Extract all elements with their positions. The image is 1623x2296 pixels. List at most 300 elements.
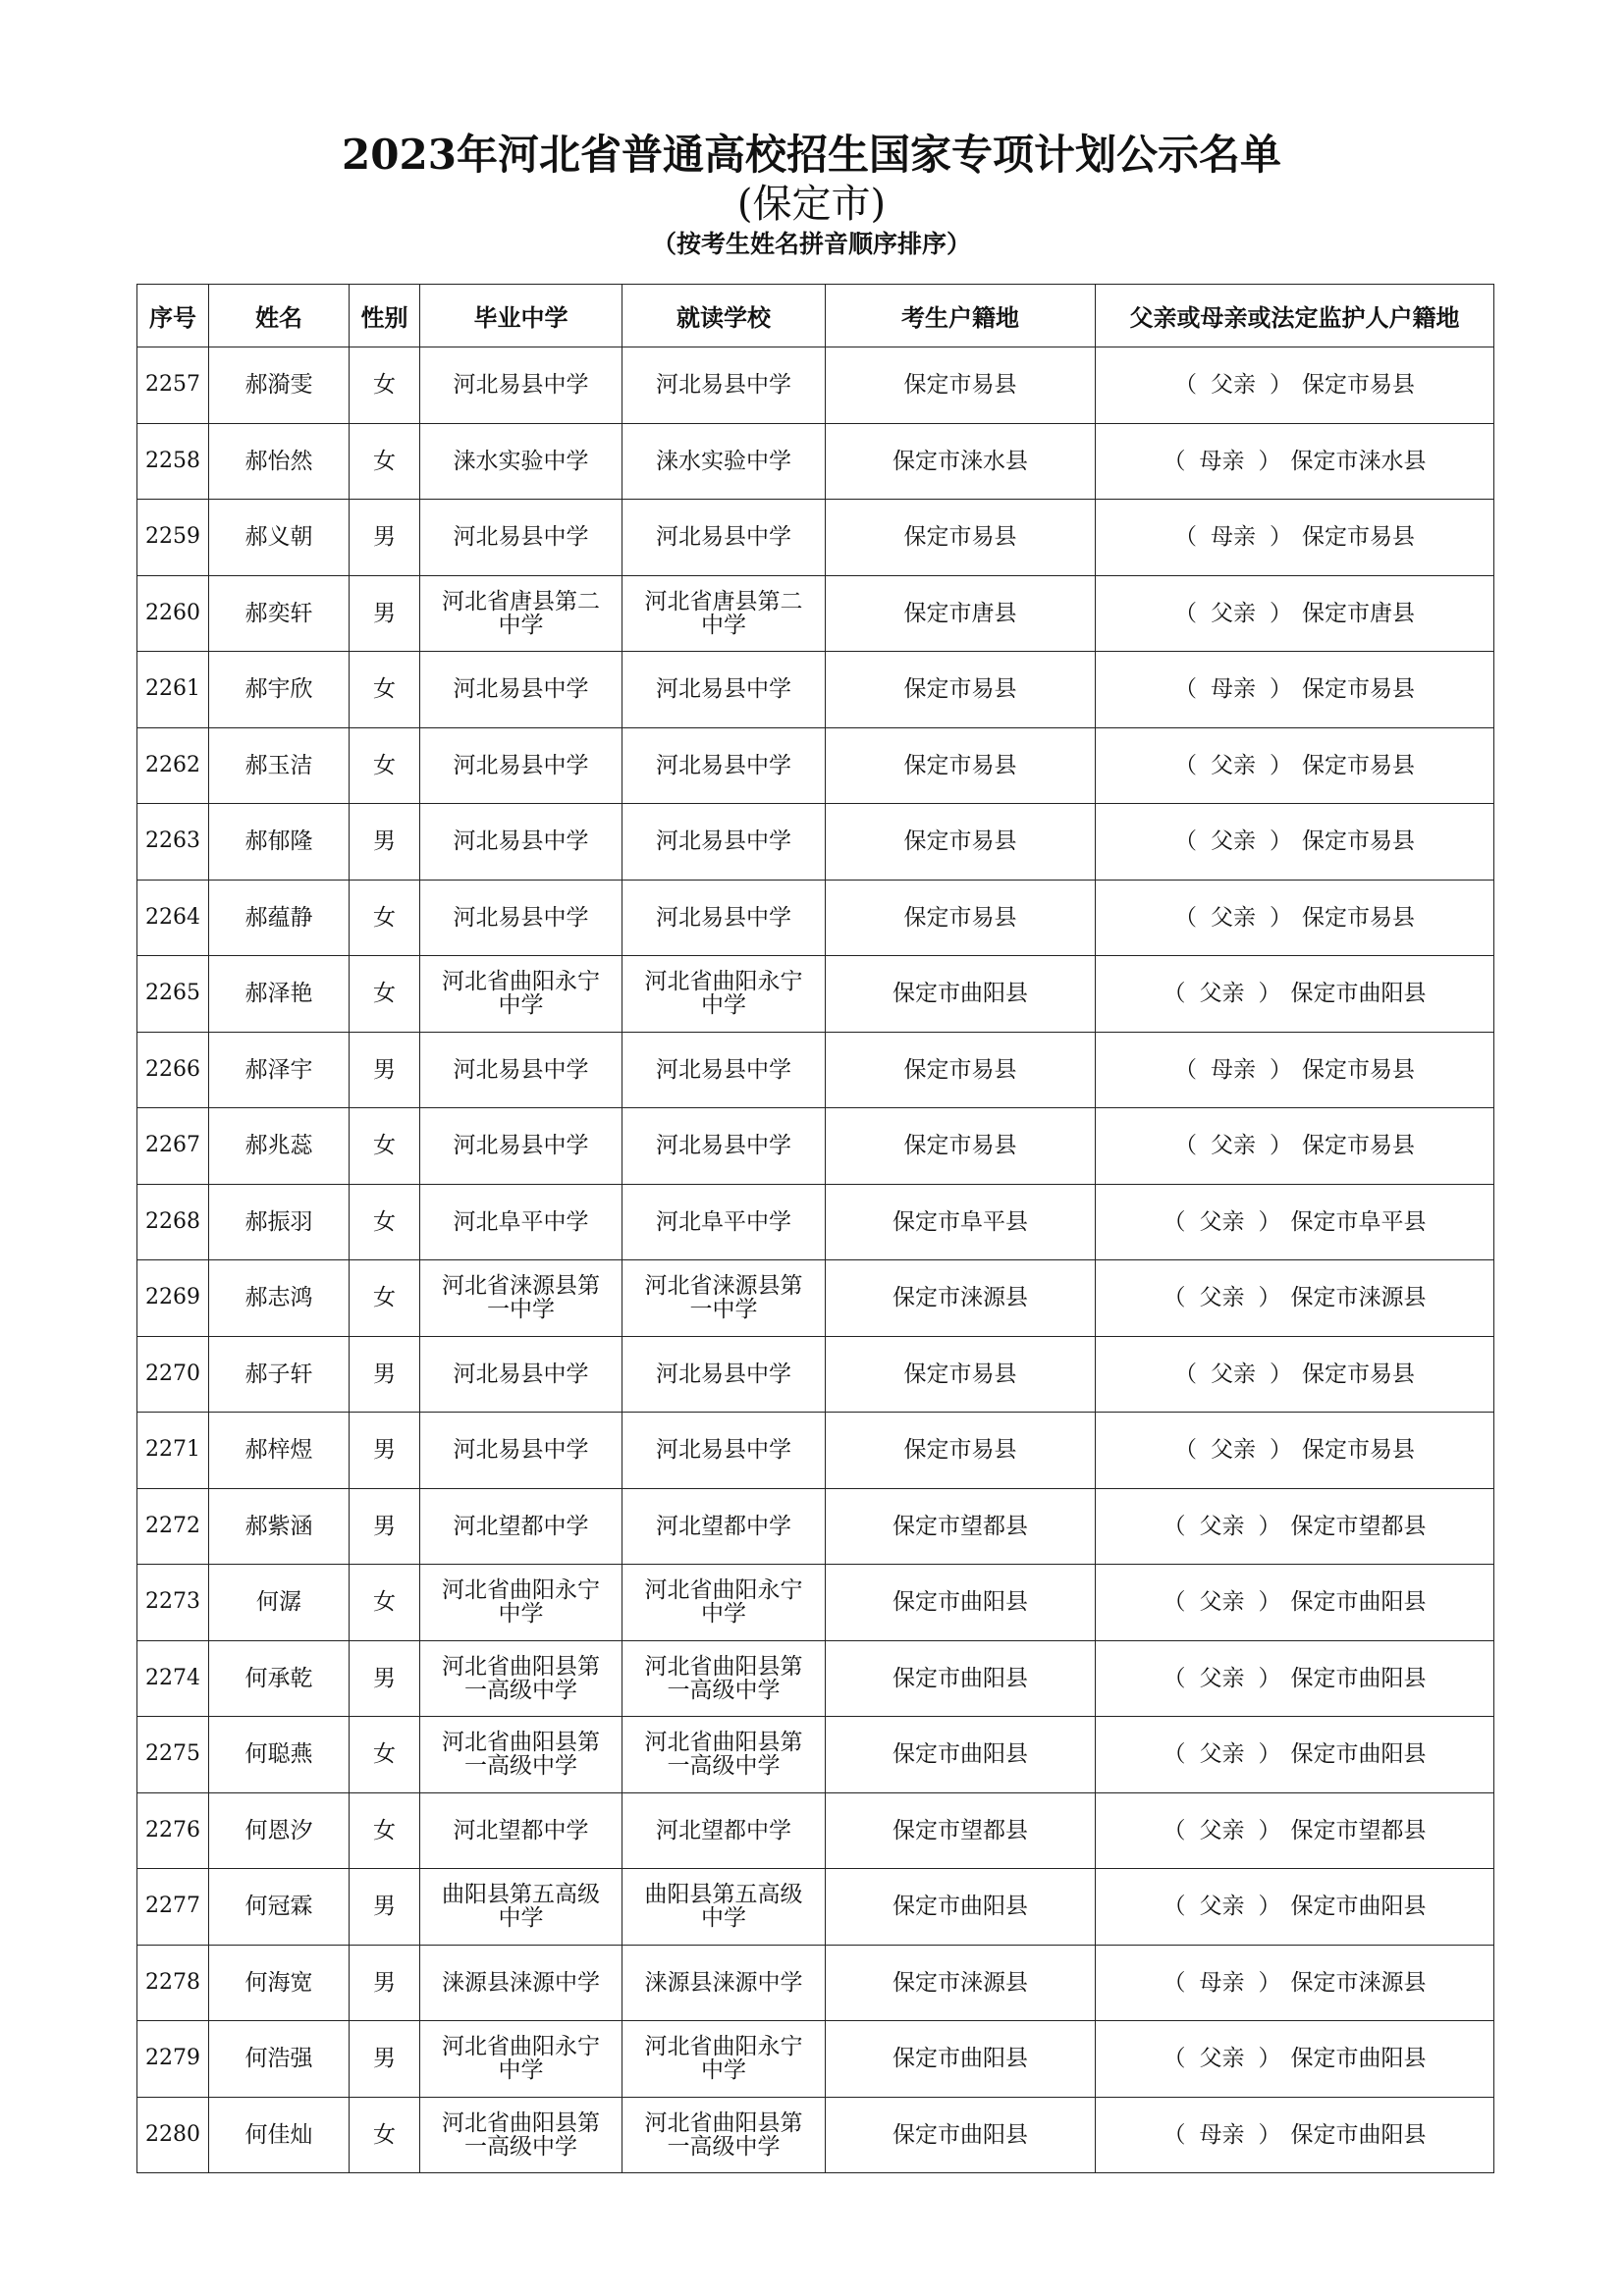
parent-relation: 父亲 bbox=[1199, 1285, 1245, 1311]
parent-relation: 父亲 bbox=[1199, 981, 1245, 1007]
cell-name: 郝梓煜 bbox=[209, 1413, 350, 1489]
parent-relation: 父亲 bbox=[1199, 1741, 1245, 1768]
cell-hukou: 保定市曲阳县 bbox=[826, 1869, 1096, 1946]
cell-parent-hukou bbox=[1096, 727, 1494, 804]
cell-name: 何冠霖 bbox=[209, 1869, 350, 1946]
cell-name: 郝郁隆 bbox=[209, 804, 350, 881]
cell-parent-hukou bbox=[1096, 1869, 1494, 1946]
parent-relation-open-paren: （ bbox=[1174, 1361, 1197, 1387]
cell-name: 何潺 bbox=[209, 1565, 350, 1641]
parent-relation-open-paren: （ bbox=[1174, 524, 1197, 551]
table-row bbox=[137, 423, 1494, 500]
cell-seq: 2266 bbox=[137, 1032, 209, 1108]
cell-hukou: 保定市易县 bbox=[826, 804, 1096, 881]
cell-grad-school: 涞源县涞源中学 bbox=[420, 1945, 622, 2021]
cell-parent-hukou bbox=[1096, 880, 1494, 956]
parent-hukou: 保定市易县 bbox=[1302, 372, 1415, 399]
cell-name: 何恩汐 bbox=[209, 1792, 350, 1869]
parent-relation: 父亲 bbox=[1211, 1437, 1256, 1464]
parent-relation-close-paren: ） bbox=[1258, 1589, 1281, 1616]
parent-hukou: 保定市涞水县 bbox=[1290, 448, 1427, 474]
cell-gender: 男 bbox=[350, 804, 420, 881]
parent-relation-close-paren: ） bbox=[1270, 1361, 1292, 1387]
table-row bbox=[137, 652, 1494, 728]
cell-parent-hukou bbox=[1096, 2021, 1494, 2098]
cell-seq: 2262 bbox=[137, 727, 209, 804]
cell-name: 何海宽 bbox=[209, 1945, 350, 2021]
cell-current-school: 河北省曲阳县第一高级中学 bbox=[622, 1717, 826, 1793]
cell-hukou: 保定市曲阳县 bbox=[826, 1640, 1096, 1717]
cell-hukou: 保定市阜平县 bbox=[826, 1184, 1096, 1260]
parent-relation-open-paren: （ bbox=[1174, 1056, 1197, 1083]
parent-relation: 父亲 bbox=[1211, 752, 1256, 778]
parent-relation-open-paren: （ bbox=[1163, 1208, 1186, 1235]
parent-relation-close-paren: ） bbox=[1270, 524, 1292, 551]
parent-hukou: 保定市望都县 bbox=[1290, 1817, 1427, 1843]
parent-hukou: 保定市涞源县 bbox=[1290, 1285, 1427, 1311]
page-title: 2023年河北省普通高校招生国家专项计划公示名单 bbox=[342, 131, 1281, 179]
cell-grad-school: 河北省曲阳县第一高级中学 bbox=[420, 2097, 622, 2173]
cell-seq: 2268 bbox=[137, 1184, 209, 1260]
cell-seq: 2258 bbox=[137, 423, 209, 500]
parent-relation-open-paren: （ bbox=[1163, 1665, 1186, 1691]
table-row bbox=[137, 1413, 1494, 1489]
cell-grad-school: 河北省涞源县第一中学 bbox=[420, 1260, 622, 1337]
cell-gender: 女 bbox=[350, 347, 420, 424]
column-header-name: 姓名 bbox=[209, 285, 350, 347]
cell-current-school: 河北省曲阳永宁中学 bbox=[622, 956, 826, 1033]
cell-seq: 2263 bbox=[137, 804, 209, 881]
cell-name: 郝泽宇 bbox=[209, 1032, 350, 1108]
parent-relation: 父亲 bbox=[1211, 600, 1256, 626]
cell-hukou: 保定市曲阳县 bbox=[826, 2097, 1096, 2173]
parent-relation-close-paren: ） bbox=[1258, 2121, 1281, 2148]
cell-parent-hukou bbox=[1096, 1032, 1494, 1108]
cell-gender: 男 bbox=[350, 575, 420, 652]
column-header-gender: 性别 bbox=[350, 285, 420, 347]
cell-grad-school: 河北易县中学 bbox=[420, 347, 622, 424]
column-header-parent-hukou: 父亲或母亲或法定监护人户籍地 bbox=[1096, 285, 1494, 347]
parent-hukou: 保定市唐县 bbox=[1302, 600, 1415, 626]
parent-relation-close-paren: ） bbox=[1270, 828, 1292, 855]
cell-gender: 女 bbox=[350, 727, 420, 804]
parent-relation: 母亲 bbox=[1211, 676, 1256, 703]
parent-relation: 父亲 bbox=[1211, 828, 1256, 855]
cell-grad-school: 河北易县中学 bbox=[420, 1108, 622, 1185]
cell-parent-hukou bbox=[1096, 1565, 1494, 1641]
parent-relation: 父亲 bbox=[1199, 1513, 1245, 1539]
parent-relation: 父亲 bbox=[1199, 1208, 1245, 1235]
cell-parent-hukou bbox=[1096, 1640, 1494, 1717]
cell-name: 何浩强 bbox=[209, 2021, 350, 2098]
cell-current-school: 河北省唐县第二中学 bbox=[622, 575, 826, 652]
cell-gender: 男 bbox=[350, 1869, 420, 1946]
cell-current-school: 河北易县中学 bbox=[622, 1336, 826, 1413]
parent-hukou: 保定市曲阳县 bbox=[1290, 2121, 1427, 2148]
cell-hukou: 保定市涞源县 bbox=[826, 1260, 1096, 1337]
cell-current-school: 河北省曲阳永宁中学 bbox=[622, 1565, 826, 1641]
parent-relation: 父亲 bbox=[1211, 1133, 1256, 1159]
table-row bbox=[137, 1260, 1494, 1337]
cell-seq: 2260 bbox=[137, 575, 209, 652]
cell-grad-school: 河北易县中学 bbox=[420, 1032, 622, 1108]
parent-relation-close-paren: ） bbox=[1270, 1133, 1292, 1159]
parent-relation-close-paren: ） bbox=[1258, 1817, 1281, 1843]
cell-current-school: 河北省曲阳县第一高级中学 bbox=[622, 1640, 826, 1717]
cell-current-school: 河北易县中学 bbox=[622, 652, 826, 728]
parent-relation-close-paren: ） bbox=[1270, 1056, 1292, 1083]
parent-hukou: 保定市涞源县 bbox=[1290, 1969, 1427, 1996]
parent-relation-close-paren: ） bbox=[1270, 676, 1292, 703]
cell-hukou: 保定市唐县 bbox=[826, 575, 1096, 652]
cell-current-school: 河北易县中学 bbox=[622, 500, 826, 576]
table-row bbox=[137, 1565, 1494, 1641]
cell-name: 郝兆蕊 bbox=[209, 1108, 350, 1185]
page-subtitle: (保定市) bbox=[736, 182, 887, 227]
parent-relation-open-paren: （ bbox=[1174, 372, 1197, 399]
cell-gender: 女 bbox=[350, 1792, 420, 1869]
parent-hukou: 保定市曲阳县 bbox=[1290, 1741, 1427, 1768]
cell-parent-hukou bbox=[1096, 1717, 1494, 1793]
cell-current-school: 河北省涞源县第一中学 bbox=[622, 1260, 826, 1337]
cell-gender: 女 bbox=[350, 956, 420, 1033]
cell-grad-school: 河北望都中学 bbox=[420, 1792, 622, 1869]
cell-current-school: 河北望都中学 bbox=[622, 1488, 826, 1565]
table-row bbox=[137, 2097, 1494, 2173]
table-row bbox=[137, 2021, 1494, 2098]
cell-grad-school: 河北阜平中学 bbox=[420, 1184, 622, 1260]
parent-relation: 父亲 bbox=[1199, 2046, 1245, 2072]
parent-relation-close-paren: ） bbox=[1258, 1285, 1281, 1311]
cell-current-school: 河北易县中学 bbox=[622, 880, 826, 956]
parent-relation-close-paren: ） bbox=[1258, 1741, 1281, 1768]
table-body bbox=[137, 347, 1494, 2173]
table-row bbox=[137, 347, 1494, 424]
cell-hukou: 保定市易县 bbox=[826, 1336, 1096, 1413]
cell-parent-hukou bbox=[1096, 1792, 1494, 1869]
cell-parent-hukou bbox=[1096, 423, 1494, 500]
parent-relation-open-paren: （ bbox=[1174, 828, 1197, 855]
table-row bbox=[137, 1108, 1494, 1185]
cell-name: 郝志鸿 bbox=[209, 1260, 350, 1337]
parent-relation-close-paren: ） bbox=[1258, 448, 1281, 474]
parent-relation: 母亲 bbox=[1199, 1969, 1245, 1996]
parent-hukou: 保定市曲阳县 bbox=[1290, 981, 1427, 1007]
cell-current-school: 河北易县中学 bbox=[622, 1108, 826, 1185]
cell-hukou: 保定市易县 bbox=[826, 1032, 1096, 1108]
cell-hukou: 保定市易县 bbox=[826, 727, 1096, 804]
table-row bbox=[137, 804, 1494, 881]
parent-relation-open-paren: （ bbox=[1163, 1285, 1186, 1311]
cell-gender: 女 bbox=[350, 880, 420, 956]
table-row bbox=[137, 1640, 1494, 1717]
cell-parent-hukou bbox=[1096, 956, 1494, 1033]
cell-seq: 2276 bbox=[137, 1792, 209, 1869]
parent-relation-open-paren: （ bbox=[1163, 1589, 1186, 1616]
table-row bbox=[137, 1717, 1494, 1793]
cell-name: 郝子轩 bbox=[209, 1336, 350, 1413]
cell-name: 郝泽艳 bbox=[209, 956, 350, 1033]
cell-seq: 2275 bbox=[137, 1717, 209, 1793]
cell-parent-hukou bbox=[1096, 2097, 1494, 2173]
cell-name: 郝怡然 bbox=[209, 423, 350, 500]
parent-relation: 母亲 bbox=[1199, 448, 1245, 474]
parent-relation: 父亲 bbox=[1211, 904, 1256, 931]
parent-hukou: 保定市易县 bbox=[1302, 904, 1415, 931]
parent-hukou: 保定市易县 bbox=[1302, 1056, 1415, 1083]
cell-gender: 男 bbox=[350, 2021, 420, 2098]
cell-current-school: 河北易县中学 bbox=[622, 347, 826, 424]
cell-parent-hukou bbox=[1096, 347, 1494, 424]
cell-parent-hukou bbox=[1096, 1184, 1494, 1260]
cell-current-school: 涞源县涞源中学 bbox=[622, 1945, 826, 2021]
cell-hukou: 保定市曲阳县 bbox=[826, 956, 1096, 1033]
cell-current-school: 河北望都中学 bbox=[622, 1792, 826, 1869]
parent-hukou: 保定市望都县 bbox=[1290, 1513, 1427, 1539]
parent-hukou: 保定市曲阳县 bbox=[1290, 1894, 1427, 1920]
parent-relation-open-paren: （ bbox=[1174, 676, 1197, 703]
parent-relation: 父亲 bbox=[1199, 1894, 1245, 1920]
cell-hukou: 保定市曲阳县 bbox=[826, 2021, 1096, 2098]
cell-seq: 2265 bbox=[137, 956, 209, 1033]
cell-seq: 2278 bbox=[137, 1945, 209, 2021]
parent-relation-open-paren: （ bbox=[1174, 1437, 1197, 1464]
parent-relation: 父亲 bbox=[1199, 1665, 1245, 1691]
cell-current-school: 河北易县中学 bbox=[622, 1413, 826, 1489]
cell-gender: 男 bbox=[350, 1336, 420, 1413]
cell-hukou: 保定市涞水县 bbox=[826, 423, 1096, 500]
cell-hukou: 保定市望都县 bbox=[826, 1488, 1096, 1565]
cell-parent-hukou bbox=[1096, 1260, 1494, 1337]
parent-relation-open-paren: （ bbox=[1174, 752, 1197, 778]
column-header-grad-school: 毕业中学 bbox=[420, 285, 622, 347]
cell-gender: 女 bbox=[350, 1717, 420, 1793]
cell-name: 郝紫涵 bbox=[209, 1488, 350, 1565]
roster-table bbox=[136, 284, 1494, 2173]
parent-hukou: 保定市曲阳县 bbox=[1290, 1589, 1427, 1616]
cell-grad-school: 河北望都中学 bbox=[420, 1488, 622, 1565]
cell-grad-school: 河北省唐县第二中学 bbox=[420, 575, 622, 652]
cell-current-school: 河北易县中学 bbox=[622, 1032, 826, 1108]
parent-relation-open-paren: （ bbox=[1163, 1741, 1186, 1768]
parent-hukou: 保定市易县 bbox=[1302, 1437, 1415, 1464]
parent-hukou: 保定市易县 bbox=[1302, 752, 1415, 778]
table-row bbox=[137, 575, 1494, 652]
cell-parent-hukou bbox=[1096, 1336, 1494, 1413]
cell-hukou: 保定市曲阳县 bbox=[826, 1565, 1096, 1641]
cell-seq: 2273 bbox=[137, 1565, 209, 1641]
parent-relation: 母亲 bbox=[1211, 1056, 1256, 1083]
cell-grad-school: 河北易县中学 bbox=[420, 1336, 622, 1413]
parent-hukou: 保定市易县 bbox=[1302, 676, 1415, 703]
parent-relation-open-paren: （ bbox=[1174, 600, 1197, 626]
table-row bbox=[137, 1488, 1494, 1565]
parent-relation-open-paren: （ bbox=[1163, 2046, 1186, 2072]
parent-hukou: 保定市曲阳县 bbox=[1290, 1665, 1427, 1691]
parent-relation-close-paren: ） bbox=[1258, 981, 1281, 1007]
cell-name: 郝义朝 bbox=[209, 500, 350, 576]
table-row bbox=[137, 1792, 1494, 1869]
cell-name: 何聪燕 bbox=[209, 1717, 350, 1793]
parent-relation-close-paren: ） bbox=[1270, 600, 1292, 626]
parent-relation-open-paren: （ bbox=[1163, 1894, 1186, 1920]
parent-hukou: 保定市易县 bbox=[1302, 1361, 1415, 1387]
cell-grad-school: 河北易县中学 bbox=[420, 804, 622, 881]
cell-grad-school: 河北省曲阳永宁中学 bbox=[420, 2021, 622, 2098]
cell-grad-school: 河北省曲阳永宁中学 bbox=[420, 1565, 622, 1641]
cell-name: 何佳灿 bbox=[209, 2097, 350, 2173]
parent-hukou: 保定市易县 bbox=[1302, 828, 1415, 855]
cell-current-school: 曲阳县第五高级中学 bbox=[622, 1869, 826, 1946]
parent-relation-open-paren: （ bbox=[1174, 1133, 1197, 1159]
cell-gender: 女 bbox=[350, 423, 420, 500]
table-row bbox=[137, 956, 1494, 1033]
cell-grad-school: 涞水实验中学 bbox=[420, 423, 622, 500]
cell-current-school: 涞水实验中学 bbox=[622, 423, 826, 500]
parent-relation: 父亲 bbox=[1211, 1361, 1256, 1387]
parent-relation: 父亲 bbox=[1199, 1817, 1245, 1843]
table-header-row bbox=[137, 285, 1494, 347]
cell-seq: 2259 bbox=[137, 500, 209, 576]
cell-hukou: 保定市易县 bbox=[826, 880, 1096, 956]
cell-gender: 女 bbox=[350, 652, 420, 728]
parent-relation-close-paren: ） bbox=[1270, 904, 1292, 931]
parent-hukou: 保定市易县 bbox=[1302, 1133, 1415, 1159]
cell-parent-hukou bbox=[1096, 575, 1494, 652]
table-row bbox=[137, 880, 1494, 956]
parent-relation-close-paren: ） bbox=[1258, 1208, 1281, 1235]
cell-gender: 女 bbox=[350, 1108, 420, 1185]
cell-hukou: 保定市易县 bbox=[826, 1413, 1096, 1489]
cell-name: 何承乾 bbox=[209, 1640, 350, 1717]
parent-relation-close-paren: ） bbox=[1270, 372, 1292, 399]
cell-seq: 2272 bbox=[137, 1488, 209, 1565]
cell-hukou: 保定市曲阳县 bbox=[826, 1717, 1096, 1793]
cell-grad-school: 河北省曲阳县第一高级中学 bbox=[420, 1717, 622, 1793]
parent-relation-open-paren: （ bbox=[1163, 981, 1186, 1007]
cell-gender: 女 bbox=[350, 2097, 420, 2173]
cell-name: 郝奕轩 bbox=[209, 575, 350, 652]
cell-current-school: 河北阜平中学 bbox=[622, 1184, 826, 1260]
cell-grad-school: 河北易县中学 bbox=[420, 652, 622, 728]
parent-relation-close-paren: ） bbox=[1270, 1437, 1292, 1464]
cell-hukou: 保定市易县 bbox=[826, 500, 1096, 576]
cell-seq: 2279 bbox=[137, 2021, 209, 2098]
cell-parent-hukou bbox=[1096, 804, 1494, 881]
parent-relation-close-paren: ） bbox=[1258, 1894, 1281, 1920]
parent-relation: 父亲 bbox=[1199, 1589, 1245, 1616]
table-row bbox=[137, 500, 1494, 576]
column-header-hukou: 考生户籍地 bbox=[826, 285, 1096, 347]
cell-seq: 2277 bbox=[137, 1869, 209, 1946]
parent-relation: 母亲 bbox=[1199, 2121, 1245, 2148]
parent-relation-open-paren: （ bbox=[1174, 904, 1197, 931]
cell-name: 郝玉洁 bbox=[209, 727, 350, 804]
cell-grad-school: 河北易县中学 bbox=[420, 1413, 622, 1489]
cell-seq: 2270 bbox=[137, 1336, 209, 1413]
cell-gender: 女 bbox=[350, 1565, 420, 1641]
cell-seq: 2261 bbox=[137, 652, 209, 728]
table-row bbox=[137, 727, 1494, 804]
parent-hukou: 保定市易县 bbox=[1302, 524, 1415, 551]
cell-gender: 男 bbox=[350, 1032, 420, 1108]
cell-seq: 2274 bbox=[137, 1640, 209, 1717]
cell-gender: 男 bbox=[350, 500, 420, 576]
cell-hukou: 保定市易县 bbox=[826, 347, 1096, 424]
table-row bbox=[137, 1945, 1494, 2021]
cell-parent-hukou bbox=[1096, 1945, 1494, 2021]
cell-grad-school: 河北省曲阳永宁中学 bbox=[420, 956, 622, 1033]
cell-grad-school: 河北易县中学 bbox=[420, 727, 622, 804]
parent-hukou: 保定市阜平县 bbox=[1290, 1208, 1427, 1235]
cell-seq: 2267 bbox=[137, 1108, 209, 1185]
cell-seq: 2257 bbox=[137, 347, 209, 424]
cell-name: 郝漪雯 bbox=[209, 347, 350, 424]
cell-gender: 女 bbox=[350, 1260, 420, 1337]
cell-gender: 男 bbox=[350, 1488, 420, 1565]
table-row bbox=[137, 1336, 1494, 1413]
cell-current-school: 河北省曲阳县第一高级中学 bbox=[622, 2097, 826, 2173]
cell-name: 郝宇欣 bbox=[209, 652, 350, 728]
cell-grad-school: 河北省曲阳县第一高级中学 bbox=[420, 1640, 622, 1717]
parent-relation: 父亲 bbox=[1211, 372, 1256, 399]
cell-grad-school: 曲阳县第五高级中学 bbox=[420, 1869, 622, 1946]
cell-parent-hukou bbox=[1096, 1413, 1494, 1489]
cell-gender: 男 bbox=[350, 1640, 420, 1717]
cell-hukou: 保定市易县 bbox=[826, 652, 1096, 728]
cell-gender: 女 bbox=[350, 1184, 420, 1260]
cell-current-school: 河北省曲阳永宁中学 bbox=[622, 2021, 826, 2098]
column-header-current-school: 就读学校 bbox=[622, 285, 826, 347]
parent-relation: 母亲 bbox=[1211, 524, 1256, 551]
table-row bbox=[137, 1184, 1494, 1260]
cell-grad-school: 河北易县中学 bbox=[420, 500, 622, 576]
cell-parent-hukou bbox=[1096, 1488, 1494, 1565]
cell-parent-hukou bbox=[1096, 1108, 1494, 1185]
sort-note: （按考生姓名拼音顺序排序） bbox=[651, 230, 971, 258]
parent-relation-open-paren: （ bbox=[1163, 1969, 1186, 1996]
cell-parent-hukou bbox=[1096, 500, 1494, 576]
cell-seq: 2280 bbox=[137, 2097, 209, 2173]
parent-hukou: 保定市曲阳县 bbox=[1290, 2046, 1427, 2072]
cell-gender: 男 bbox=[350, 1945, 420, 2021]
cell-name: 郝振羽 bbox=[209, 1184, 350, 1260]
parent-relation-open-paren: （ bbox=[1163, 1817, 1186, 1843]
parent-relation-open-paren: （ bbox=[1163, 1513, 1186, 1539]
cell-seq: 2271 bbox=[137, 1413, 209, 1489]
parent-relation-close-paren: ） bbox=[1270, 752, 1292, 778]
table-row bbox=[137, 1869, 1494, 1946]
cell-current-school: 河北易县中学 bbox=[622, 804, 826, 881]
parent-relation-close-paren: ） bbox=[1258, 1969, 1281, 1996]
cell-grad-school: 河北易县中学 bbox=[420, 880, 622, 956]
parent-relation-open-paren: （ bbox=[1163, 448, 1186, 474]
cell-gender: 男 bbox=[350, 1413, 420, 1489]
cell-hukou: 保定市涞源县 bbox=[826, 1945, 1096, 2021]
parent-relation-open-paren: （ bbox=[1163, 2121, 1186, 2148]
cell-seq: 2264 bbox=[137, 880, 209, 956]
table-row bbox=[137, 1032, 1494, 1108]
cell-parent-hukou bbox=[1096, 652, 1494, 728]
parent-relation-close-paren: ） bbox=[1258, 1513, 1281, 1539]
cell-hukou: 保定市易县 bbox=[826, 1108, 1096, 1185]
cell-hukou: 保定市望都县 bbox=[826, 1792, 1096, 1869]
cell-current-school: 河北易县中学 bbox=[622, 727, 826, 804]
cell-name: 郝蕴静 bbox=[209, 880, 350, 956]
parent-relation-close-paren: ） bbox=[1258, 2046, 1281, 2072]
parent-relation-close-paren: ） bbox=[1258, 1665, 1281, 1691]
column-header-seq: 序号 bbox=[137, 285, 209, 347]
